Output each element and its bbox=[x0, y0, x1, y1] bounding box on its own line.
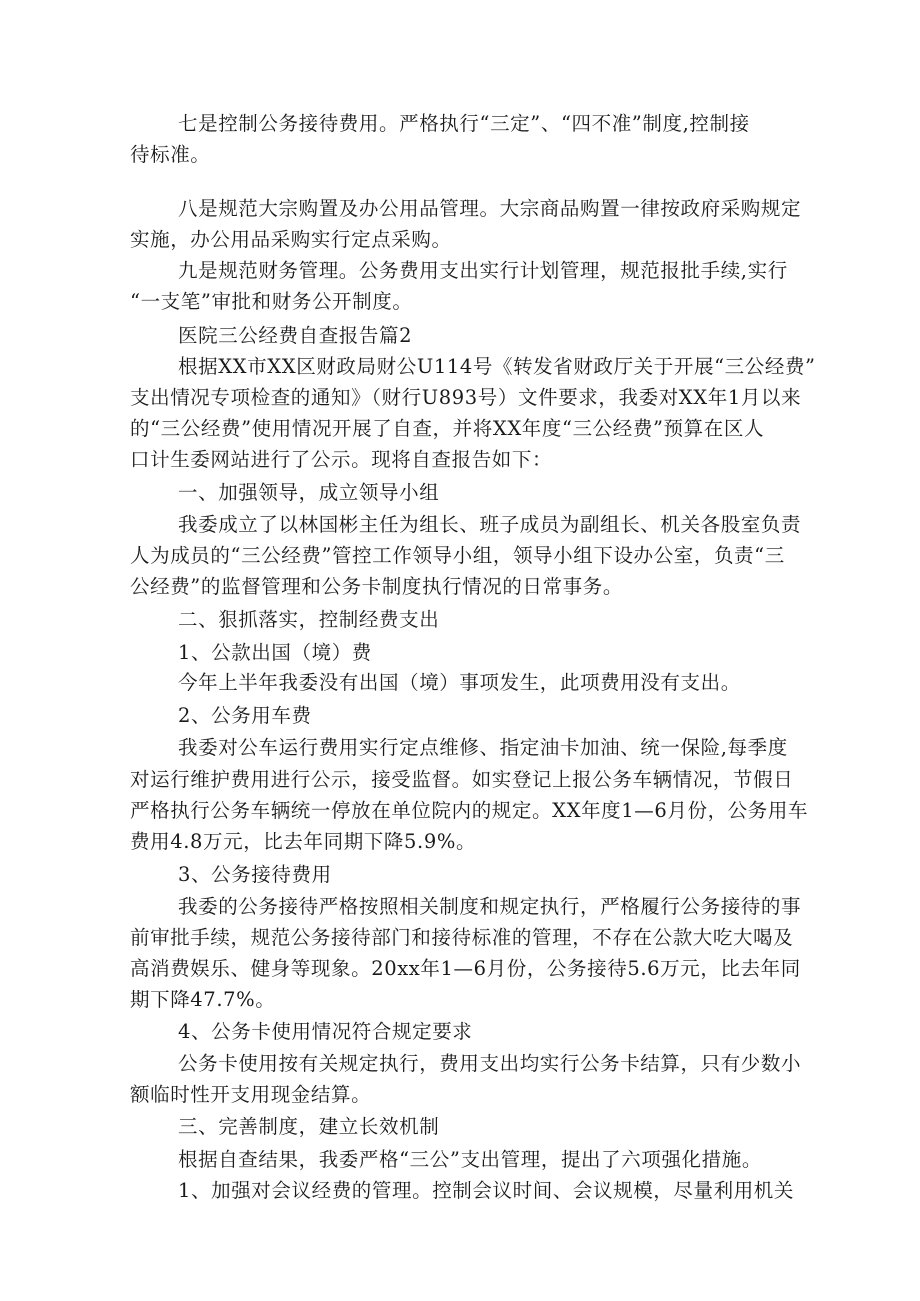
paragraph-line: 人为成员的“三公经费”管控工作领导小组，领导小组下设办公室，负责“三 bbox=[130, 544, 785, 567]
paragraph-first-line: 八是规范大宗购置及办公用品管理。大宗商品购置一律按政府采购规定 bbox=[178, 197, 802, 220]
paragraph-line: 口计生委网站进行了公示。现将自查报告如下： bbox=[130, 448, 553, 471]
paragraph-first-line: 2、公务用车费 bbox=[178, 704, 312, 727]
paragraph-first-line: 三、完善制度，建立长效机制 bbox=[178, 1115, 440, 1138]
paragraph-first-line: 我委的公务接待严格按照相关制度和规定执行，严格履行公务接待的事 bbox=[178, 895, 802, 918]
paragraph-first-line: 1、公款出国（境）费 bbox=[178, 641, 372, 664]
paragraph-first-line: 一、加强领导，成立领导小组 bbox=[178, 481, 440, 504]
paragraph-line: 实施，办公用品采购实行定点采购。 bbox=[130, 228, 452, 251]
paragraph-line: 待标准。 bbox=[130, 143, 211, 166]
paragraph-first-line: 医院三公经费自查报告篇2 bbox=[178, 324, 413, 347]
paragraph-line: 高消费娱乐、健身等现象。20xx年1—6月份，公务接待5.6万元，比去年同 bbox=[130, 957, 801, 980]
paragraph-line: 费用4.8万元，比去年同期下降5.9%。 bbox=[130, 830, 477, 853]
paragraph-line: 严格执行公务车辆统一停放在单位院内的规定。XX年度1—6月份，公务用车 bbox=[130, 799, 809, 822]
paragraph-first-line: 根据自查结果，我委严格“三公”支出管理，提出了六项强化措施。 bbox=[178, 1148, 762, 1171]
paragraph-line: 额临时性开支用现金结算。 bbox=[130, 1083, 372, 1106]
paragraph-first-line: 我委对公车运行费用实行定点维修、指定油卡加油、统一保险,每季度 bbox=[178, 736, 788, 759]
paragraph-line: “一支笔”审批和财务公开制度。 bbox=[130, 290, 413, 313]
paragraph-first-line: 七是控制公务接待费用。严格执行“三定”、“四不准”制度,控制接 bbox=[178, 112, 750, 135]
paragraph-line: 公经费”的监督管理和公务卡制度执行情况的日常事务。 bbox=[130, 575, 623, 598]
paragraph-first-line: 3、公务接待费用 bbox=[178, 863, 332, 886]
paragraph-line: 的“三公经费”使用情况开展了自查，并将XX年度“三公经费”预算在区人 bbox=[130, 417, 765, 440]
paragraph-line: 支出情况专项检查的通知》（财行U893号）文件要求，我委对XX年1月以来 bbox=[130, 386, 802, 409]
paragraph-first-line: 根据XX市XX区财政局财公U114号《转发省财政厅关于开展“三公经费” bbox=[178, 355, 816, 378]
paragraph-first-line: 今年上半年我委没有出国（境）事项发生，此项费用没有支出。 bbox=[178, 671, 741, 694]
paragraph-first-line: 公务卡使用按有关规定执行，费用支出均实行公务卡结算，只有少数小 bbox=[178, 1052, 802, 1075]
paragraph-line: 对运行维护费用进行公示，接受监督。如实登记上报公务车辆情况，节假日 bbox=[130, 768, 794, 791]
paragraph-line: 前审批手续，规范公务接待部门和接待标准的管理，不存在公款大吃大喝及 bbox=[130, 926, 794, 949]
paragraph-first-line: 九是规范财务管理。公务费用支出实行计划管理，规范报批手续,实行 bbox=[178, 259, 788, 282]
paragraph-first-line: 1、加强对会议经费的管理。控制会议时间、会议规模，尽量利用机关 bbox=[178, 1179, 795, 1202]
paragraph-first-line: 4、公务卡使用情况符合规定要求 bbox=[178, 1020, 473, 1043]
paragraph-line: 期下降47.7%。 bbox=[130, 988, 276, 1011]
paragraph-first-line: 二、狠抓落实，控制经费支出 bbox=[178, 608, 440, 631]
paragraph-first-line: 我委成立了以林国彬主任为组长、班子成员为副组长、机关各股室负责 bbox=[178, 513, 802, 536]
